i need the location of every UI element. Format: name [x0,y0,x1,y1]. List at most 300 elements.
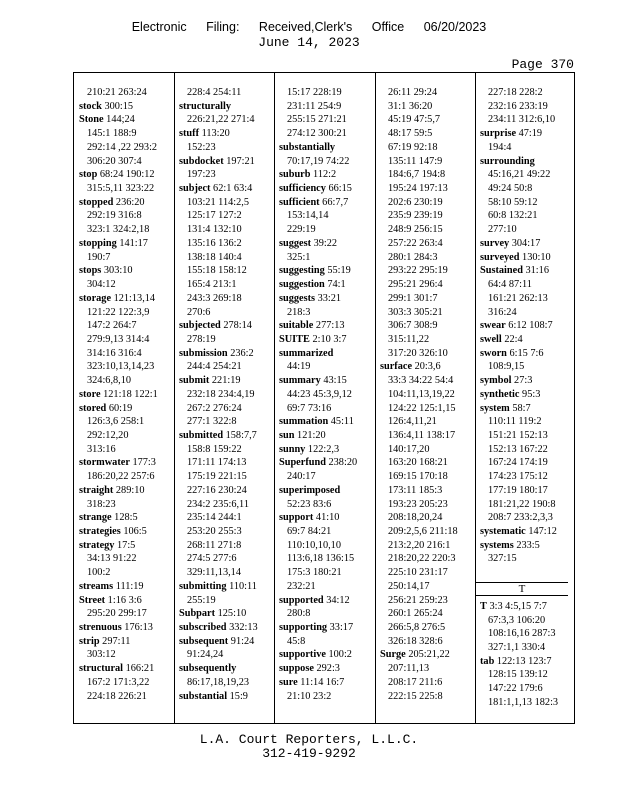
index-entry: synthetic 95:3 [480,388,541,400]
index-locator-line: 103:21 114:2,5 [187,196,249,208]
filing-part: 06/20/2023 [423,20,487,34]
index-locator-line: 250:14,17 [388,580,430,592]
index-entry: surveyed 130:10 [480,251,551,263]
index-locator-line: 151:21 152:13 [488,429,548,441]
index-headword: suitable [279,320,314,332]
index-headword: suppose [279,663,314,675]
index-locator-line: 52:23 83:6 [287,498,332,510]
index-entry: swell 22:4 [480,333,523,345]
index-locator-line: 277:10 [488,224,517,236]
index-headword: suggest [279,237,312,249]
index-entry: system 58:7 [480,402,531,414]
index-locator-line: 209:2,5,6 211:18 [388,526,458,537]
index-headword: structural [79,663,124,675]
index-locator-line: 218:20,22 220:3 [388,553,456,565]
index-locator-line: 295:20 299:17 [87,608,147,620]
index-headword: strip [79,635,100,647]
section-letter-heading: T [476,582,568,596]
index-locator-line: 108:9,15 [488,361,525,373]
index-locator-line: 181:21,22 190:8 [488,498,556,510]
index-entry: suggestion 74:1 [279,279,346,291]
index-headword: strange [79,512,112,524]
index-locator-line: 317:20 326:10 [388,347,448,359]
index-locator-line: 174:23 175:12 [488,471,548,483]
index-locator-line: 173:11 185:3 [388,484,443,496]
index-locator-line: 326:18 328:6 [388,635,443,647]
index-locator-line: 306:20 307:4 [87,155,142,167]
index-locator-line: 131:4 132:10 [187,224,242,236]
index-entry: sufficiency 66:15 [279,183,352,195]
index-entry: stopping 141:17 [79,237,148,249]
index-locator-line: 155:18 158:12 [187,265,247,277]
index-locator-line: 295:21 296:4 [388,279,443,291]
index-headword: structurally [179,100,232,112]
filing-part: Office [371,20,405,34]
index-locator-line: 45:8 [287,635,306,647]
index-entry: submitting 110:11 [179,580,257,592]
index-locator-line: 318:23 [87,498,116,510]
index-locator-line: 280:1 284:3 [388,251,438,263]
index-locator-line: 177:19 180:17 [488,484,548,496]
index-locator-line: 225:10 231:17 [388,567,448,579]
index-locator-line: 193:23 205:23 [388,498,448,510]
index-locator-line: 34:13 91:22 [87,553,137,565]
index-entry: strategies 106:5 [79,526,147,537]
index-locator-line: 267:2 276:24 [187,402,242,414]
index-headword: strategies [79,526,121,537]
index-entry: sworn 6:15 7:6 [480,347,544,359]
index-locator-line: 253:20 255:3 [187,526,242,537]
index-entry: submit 221:19 [179,375,241,387]
index-locator-line: 124:22 125:1,15 [388,402,456,414]
index-locator-line: 15:17 228:19 [287,87,342,98]
index-locator-line: 292:14 ,22 293:2 [87,141,158,153]
index-entry: suppose 292:3 [279,663,340,675]
index-locator-line: 202:6 230:19 [388,196,443,208]
index-locator-line: 270:6 [187,306,211,318]
index-locator-line: 45:16,21 49:22 [488,169,551,181]
index-locator-line: 232:21 [287,580,316,592]
filing-part: Filing: [206,20,240,34]
index-headword: straight [79,484,114,496]
index-headword: stuff [179,128,200,140]
footer [0,733,618,761]
index-locator-line: 234:11 312:6,10 [488,114,556,126]
index-headword: summarized [279,347,334,359]
index-locator-line: 64:4 87:11 [488,279,532,291]
index-headword: systematic [480,526,526,537]
index-headword: survey [480,237,510,249]
index-locator-line: 186:20,22 257:6 [87,471,155,483]
index-entry: suggest 39:22 [279,237,338,249]
index-locator-line: 329:11,13,14 [187,567,241,579]
index-entry: submission 236:2 [179,347,254,359]
index-locator-line: 268:11 271:8 [187,539,242,551]
index-locator-line: 70:17,19 74:22 [287,155,350,167]
index-locator-line: 235:14 244:1 [187,512,242,524]
index-headword: supporting [279,622,328,634]
index-locator-line: 304:12 [87,279,116,291]
index-headword: summation [279,416,329,428]
index-headword: supportive [279,649,326,661]
index-entry: stored 60:19 [79,402,133,414]
index-entry: straight 289:10 [79,484,145,496]
index-headword: sufficiency [279,183,326,195]
index-locator-line: 224:18 226:21 [87,690,147,702]
index-entry: surface 20:3,6 [380,361,441,373]
reporter-company: L.A. Court Reporters, L.L.C. [199,732,419,747]
index-locator-line: 128:15 139:12 [488,669,548,681]
index-headword: surface [380,361,413,373]
index-locator-line: 208:17 211:6 [388,676,443,688]
index-locator-line: 104:11,13,19,22 [388,388,455,400]
index-headword: suggestion [279,279,325,291]
index-locator-line: 153:14,14 [287,210,329,222]
index-headword: SUITE [279,333,310,345]
index-headword: system [480,402,510,414]
index-locator-line: 232:16 233:19 [488,100,548,112]
index-headword: strategy [79,539,115,551]
index-entry: stopped 236:20 [79,196,145,208]
index-entry [279,141,379,155]
index-locator-line: 316:24 [488,306,517,318]
index-headword: Superfund [279,457,326,469]
index-entry: subsequent 91:24 [179,635,255,647]
index-locator-line: 152:13 167:22 [488,443,548,455]
index-entry: supportive 100:2 [279,649,352,661]
index-locator-line: 49:24 50:8 [488,183,533,195]
index-entry: Stone 144;24 [79,114,135,126]
index-locator-line: 45:19 47:5,7 [388,114,441,126]
index-entry: stop 68:24 190:12 [79,169,155,181]
index-headword: superimposed [279,484,341,496]
index-locator-line: 58:10 59:12 [488,196,538,208]
index-entry: suggesting 55:19 [279,265,351,277]
index-locator-line: 218:3 [287,306,311,318]
index-locator-line: 67:19 92:18 [388,141,438,153]
index-entry: Surge 205:21,22 [380,649,450,661]
index-locator-line: 21:10 23:2 [287,690,332,702]
index-entry: structural 166:21 [79,663,155,675]
index-locator-line: 175:19 221:15 [187,471,247,483]
index-entry: suburb 112:2 [279,169,337,181]
index-locator-line: 299:1 301:7 [388,292,438,304]
index-headword: substantially [279,141,336,153]
index-locator-line: 60:8 132:21 [488,210,538,222]
index-locator-line: 260:1 265:24 [388,608,443,620]
index-entry: strategy 17:5 [79,539,136,551]
index-locator-line: 313:16 [87,443,116,455]
index-entry: strenuous 176:13 [79,622,153,634]
index-locator-line: 91:24,24 [187,649,224,661]
index-locator-line: 227:18 228:2 [488,87,543,98]
index-entry: stops 303:10 [79,265,133,277]
index-entry: support 41:10 [279,512,340,524]
page-number: Page 370 [511,57,574,72]
index-entry: sure 11:14 16:7 [279,676,345,688]
index-locator-line: 228:4 254:11 [187,87,242,98]
index-headword: swear [480,320,506,332]
index-entry: sunny 122:2,3 [279,443,340,455]
index-locator-line: 113:6,18 136:15 [287,553,355,565]
reporter-phone: 312-419-9292 [262,746,356,761]
index-headword: stopped [79,196,114,208]
index-headword: support [279,512,314,524]
index-column-2 [179,86,279,703]
index-entry: submitted 158:7,7 [179,429,257,441]
index-headword: stormwater [79,457,130,469]
index-headword: substantial [179,690,228,702]
index-locator-line: 314:16 316:4 [87,347,142,359]
index-locator-line: 293:22 295:19 [388,265,448,277]
index-locator-line: 255:15 271:21 [287,114,347,126]
index-locator-line: 165:4 213:1 [187,279,237,291]
index-locator-line: 110:11 119:2 [488,416,542,428]
index-locator-line: 256:21 259:23 [388,594,448,606]
filing-part: Received,Clerk's [258,20,353,34]
index-headword: storage [79,292,112,304]
index-locator-line: 327:1,1 330:4 [488,642,546,654]
index-headword: stops [79,265,102,277]
index-headword: submission [179,347,228,359]
spacer [480,566,580,580]
index-locator-line: 207:11,13 [388,663,430,675]
index-locator-line: 163:20 168:21 [388,457,448,469]
index-headword: Subpart [179,608,216,620]
index-locator-line: 243:3 269:18 [187,292,242,304]
index-locator-line: 31:1 36:20 [388,100,433,112]
index-entry: Superfund 238:20 [279,457,358,469]
index-headword: strenuous [79,622,122,634]
index-locator-line: 303:12 [87,649,116,661]
index-entry: summation 45:11 [279,416,354,428]
index-headword: swell [480,333,502,345]
index-entry: T 3:3 4:5,15 7:7 [480,600,547,612]
index-headword: submitted [179,429,224,441]
index-headword: submitting [179,580,227,592]
index-entry: Subpart 125:10 [179,608,247,620]
index-headword: Stone [79,114,104,126]
index-headword: surprise [480,128,517,140]
index-locator-line: 33:3 34:22 54:4 [388,375,454,387]
index-headword: subjected [179,320,221,332]
index-entry: stormwater 177:3 [79,457,156,469]
index-headword: subscribed [179,622,227,634]
index-locator-line: 213:2,20 216:1 [388,539,451,551]
word-index-frame [73,72,575,724]
index-headword: subsequently [179,663,237,675]
index-locator-line: 257:22 263:4 [388,237,443,249]
index-locator-line: 147:22 179:6 [488,683,543,695]
index-entry: sun 121:20 [279,429,326,441]
index-headword: suggests [279,292,316,304]
index-locator-line: 234:2 235:6,11 [187,498,249,510]
index-headword: store [79,388,101,400]
index-headword: submit [179,375,210,387]
index-entry: symbol 27:3 [480,375,533,387]
index-locator-line: 277:1 322:8 [187,416,237,428]
index-entry: supported 34:12 [279,594,350,606]
index-entry: Sustained 31:16 [480,265,549,277]
index-locator-line: 161:21 262:13 [488,292,548,304]
index-locator-line: 292:19 316:8 [87,210,142,222]
index-entry: subject 62:1 63:4 [179,183,253,195]
index-headword: sworn [480,347,507,359]
index-locator-line: 280:8 [287,608,311,620]
index-locator-line: 274:12 300:21 [287,128,347,140]
index-headword: tab [480,655,495,667]
index-entry [480,155,580,169]
index-locator-line: 108:16,16 287:3 [488,628,556,640]
index-entry: summary 43:15 [279,375,347,387]
index-entry: Street 1:16 3:6 [79,594,142,606]
index-locator-line: 229:19 [287,224,316,236]
index-locator-line: 67:3,3 106:20 [488,614,546,626]
index-locator-line: 195:24 197:13 [388,183,448,195]
index-headword: T [480,600,487,612]
index-locator-line: 278:19 [187,333,216,345]
index-locator-line: 240:17 [287,471,316,483]
index-entry: swear 6:12 108:7 [480,320,553,332]
index-entry: suitable 277:13 [279,320,345,332]
index-locator-line: 175:3 180:21 [287,567,342,579]
index-headword: Street [79,594,106,606]
index-locator-line: 303:3 305:21 [388,306,443,318]
filing-stamp [0,20,618,35]
index-entry [279,484,379,498]
index-locator-line: 235:9 239:19 [388,210,443,222]
index-locator-line: 184:6,7 194:8 [388,169,446,181]
index-locator-line: 135:11 147:9 [388,155,443,167]
index-locator-line: 194:4 [488,141,512,153]
index-column-3 [279,86,379,703]
index-locator-line: 158:8 159:22 [187,443,242,455]
index-locator-line: 136:4,11 138:17 [388,429,456,441]
index-entry [179,662,279,676]
index-entry [179,100,279,114]
index-locator-line: 138:18 140:4 [187,251,242,263]
index-locator-line: 323:10,13,14,23 [87,361,155,373]
index-entry: subscribed 332:13 [179,622,258,634]
index-locator-line: 266:5,8 276:5 [388,622,446,634]
index-locator-line: 279:9,13 314:4 [87,333,150,345]
index-entry: storage 121:13,14 [79,292,156,304]
index-locator-line: 244:4 254:21 [187,361,242,373]
index-locator-line: 190:7 [87,251,111,263]
transcript-date: June 14, 2023 [258,35,360,50]
index-entry: streams 111:19 [79,580,144,592]
index-headword: subsequent [179,635,229,647]
index-headword: sufficient [279,196,320,208]
index-locator-line: 86:17,18,19,23 [187,676,250,688]
index-entry [279,347,379,361]
index-locator-line: 327:15 [488,553,517,565]
index-locator-line: 44:19 [287,361,311,373]
index-locator-line: 171:11 174:13 [187,457,247,469]
index-headword: sunny [279,443,306,455]
index-locator-line: 110:10,10,10 [287,539,341,551]
index-headword: surveyed [480,251,520,263]
index-locator-line: 44:23 45:3,9,12 [287,388,352,400]
index-locator-line: 226:21,22 271:4 [187,114,255,126]
index-headword: suburb [279,169,311,181]
index-locator-line: 248:9 256:15 [388,224,443,236]
index-locator-line: 48:17 59:5 [388,128,433,140]
index-entry: substantial 15:9 [179,690,248,702]
index-headword: systems [480,539,514,551]
filing-header [0,20,618,50]
index-locator-line: 126:3,6 258:1 [87,416,145,428]
index-entry: systems 233:5 [480,539,540,551]
index-locator-line: 232:18 234:4,19 [187,388,255,400]
index-entry: survey 304:17 [480,237,541,249]
index-locator-line: 167:2 171:3,22 [87,676,150,688]
index-locator-line: 100:2 [87,567,111,579]
index-entry: systematic 147:12 [480,526,557,537]
index-locator-line: 121:22 122:3,9 [87,306,150,318]
index-locator-line: 255:19 [187,594,216,606]
index-locator-line: 169:15 170:18 [388,471,448,483]
index-entry: supporting 33:17 [279,622,354,634]
index-locator-line: 181:1,1,13 182:3 [488,696,559,708]
index-locator-line: 69:7 84:21 [287,526,332,537]
index-locator-line: 152:23 [187,141,216,153]
index-headword: sun [279,429,295,441]
index-headword: supported [279,594,324,606]
index-locator-line: 231:11 254:9 [287,100,342,112]
index-locator-line: 197:23 [187,169,216,181]
index-headword: Sustained [480,265,523,277]
index-headword: suggesting [279,265,325,277]
index-entry: stuff 113:20 [179,128,230,140]
index-locator-line: 315:5,11 323:22 [87,183,155,195]
index-locator-line: 147:2 264:7 [87,320,137,332]
index-headword: summary [279,375,321,387]
index-headword: subdocket [179,155,224,167]
filing-part: Electronic [131,20,187,34]
index-locator-line: 208:18,20,24 [388,512,443,524]
index-column-1 [79,86,179,703]
index-locator-line: 167:24 174:19 [488,457,548,469]
index-entry: strange 128:5 [79,512,138,524]
index-locator-line: 323:1 324:2,18 [87,224,150,236]
index-headword: Surge [380,649,406,661]
index-locator-line: 306:7 308:9 [388,320,438,332]
index-headword: stop [79,169,98,181]
index-locator-line: 325:1 [287,251,311,263]
index-headword: stock [79,100,102,112]
index-locator-line: 140:17,20 [388,443,430,455]
index-locator-line: 126:4,11,21 [388,416,437,428]
index-locator-line: 274:5 277:6 [187,553,237,565]
index-headword: subject [179,183,211,195]
index-headword: streams [79,580,114,592]
index-entry: tab 122:13 123:7 [480,655,552,667]
index-entry: surprise 47:19 [480,128,543,140]
index-entry: stock 300:15 [79,100,134,112]
index-entry: suggests 33:21 [279,292,342,304]
index-locator-line: 69:7 73:16 [287,402,332,414]
index-column-5 [480,86,580,710]
index-headword: stopping [79,237,117,249]
index-entry: subdocket 197:21 [179,155,255,167]
index-locator-line: 315:11,22 [388,333,430,345]
index-locator-line: 125:17 127:2 [187,210,242,222]
index-headword: symbol [480,375,512,387]
index-locator-line: 135:16 136:2 [187,237,242,249]
index-locator-line: 292:12,20 [87,429,129,441]
index-column-4 [380,86,480,703]
